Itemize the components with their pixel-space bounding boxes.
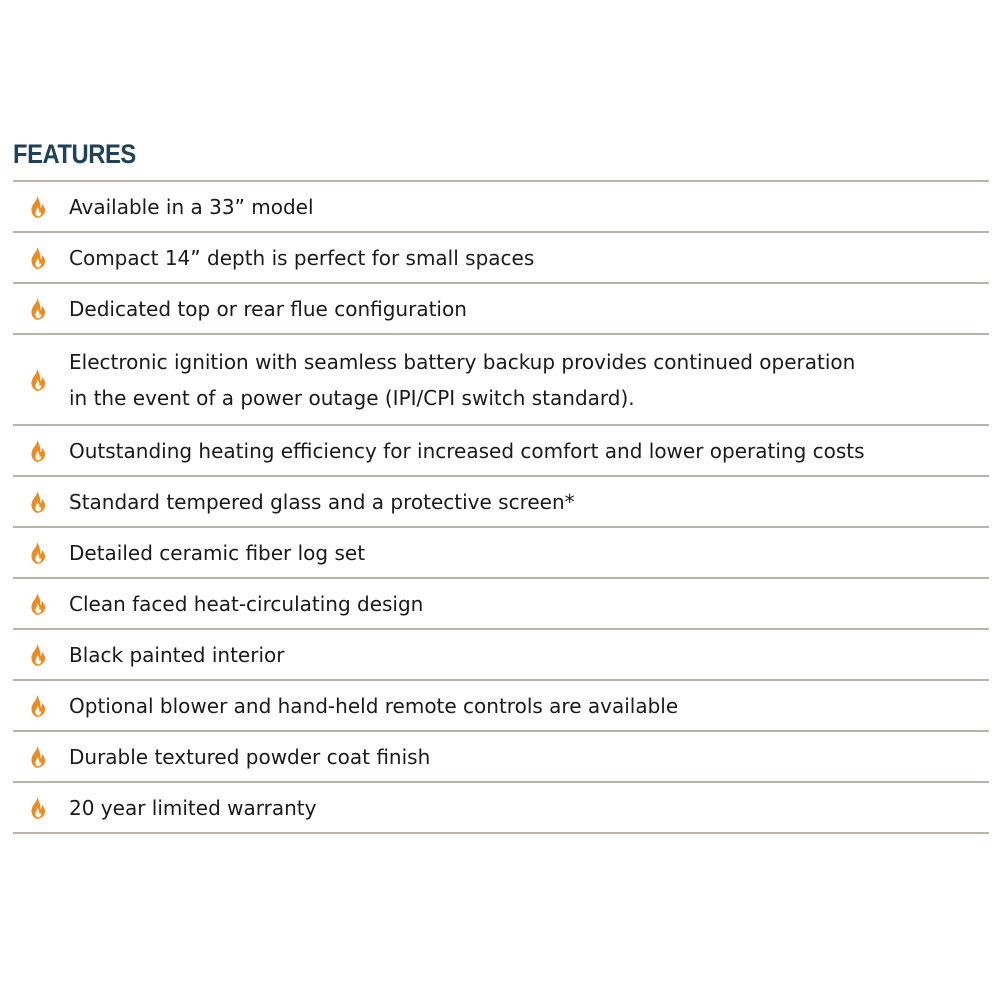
feature-text: Optional blower and hand-held remote controls are available — [69, 693, 679, 718]
feature-item — [13, 783, 989, 834]
flame-icon — [13, 298, 69, 320]
feature-item — [13, 528, 989, 579]
flame-icon — [13, 797, 69, 819]
feature-text: Compact 14” depth is perfect for small spaces — [69, 245, 535, 270]
feature-item — [13, 233, 989, 284]
feature-item — [13, 284, 989, 335]
feature-item — [13, 732, 989, 783]
feature-text: Clean faced heat-circulating design — [69, 591, 424, 616]
feature-item — [13, 681, 989, 732]
flame-icon — [13, 247, 69, 269]
feature-text: Available in a 33” model — [69, 194, 314, 219]
features-title: FEATURES — [13, 139, 136, 169]
feature-item — [13, 630, 989, 681]
feature-item — [13, 426, 989, 477]
flame-icon — [13, 644, 69, 666]
feature-text: Durable textured powder coat finish — [69, 744, 431, 769]
feature-text: Dedicated top or rear flue configuration — [69, 296, 467, 321]
flame-icon — [13, 369, 69, 391]
features-list — [13, 180, 989, 834]
feature-text: Standard tempered glass and a protective screen* — [69, 489, 575, 514]
flame-icon — [13, 440, 69, 462]
feature-text: Outstanding heating efficiency for increased comfort and lower operating costs — [69, 438, 865, 463]
flame-icon — [13, 695, 69, 717]
flame-icon — [13, 746, 69, 768]
feature-item — [13, 335, 989, 426]
feature-text: Black painted interior — [69, 642, 285, 667]
feature-text: Electronic ignition with seamless battery backup provides continued operation in the event of a power outage (IPI/CPI switch standard). — [69, 349, 856, 410]
feature-item — [13, 579, 989, 630]
feature-text: 20 year limited warranty — [69, 795, 317, 820]
flame-icon — [13, 542, 69, 564]
features-section — [13, 136, 989, 834]
flame-icon — [13, 593, 69, 615]
flame-icon — [13, 491, 69, 513]
feature-text: Detailed ceramic fiber log set — [69, 540, 366, 565]
feature-item — [13, 477, 989, 528]
flame-icon — [13, 196, 69, 218]
feature-item — [13, 182, 989, 233]
